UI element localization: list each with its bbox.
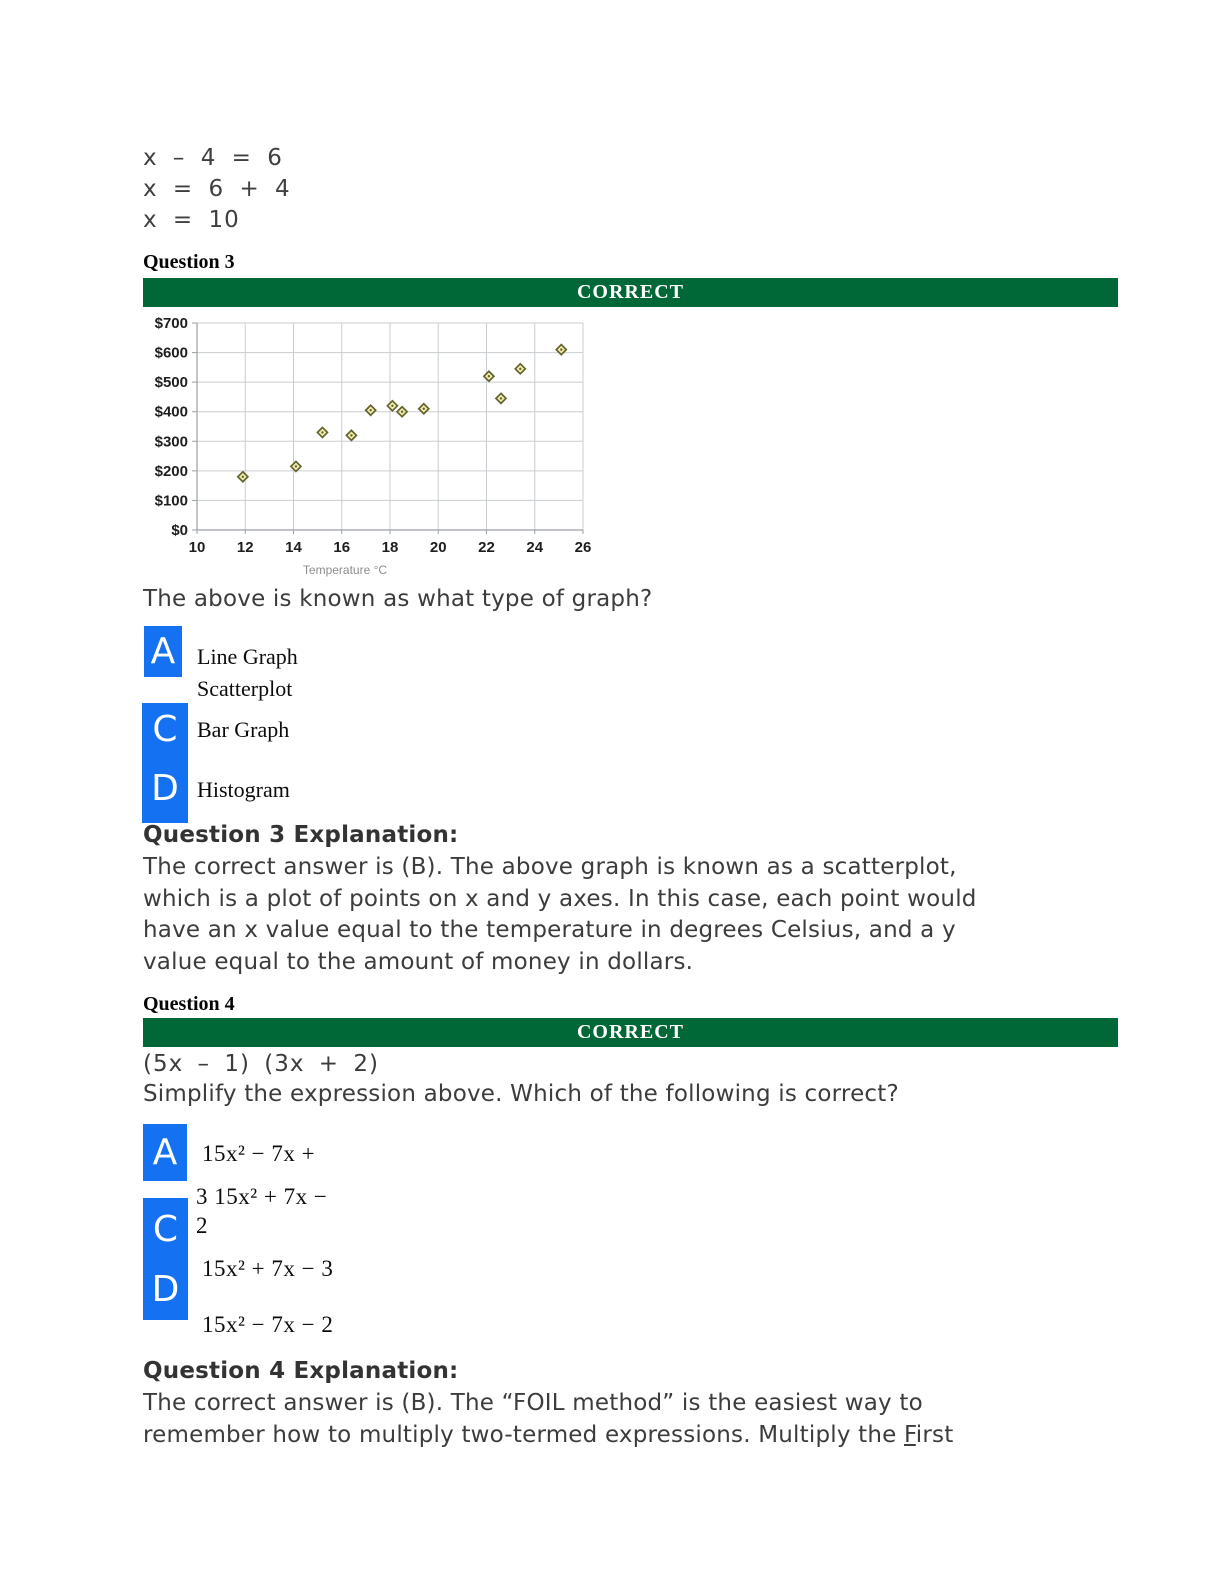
choice-a-math[interactable]: 15x² − 7x + <box>202 1141 316 1166</box>
choice-a-badge[interactable] <box>144 626 182 677</box>
explanation-line: The correct answer is (B). The above graph is known as a scatterplot, <box>143 854 957 880</box>
explanation-line: remember how to multiply two-termed expressions. Multiply the First <box>143 1421 954 1448</box>
choice-cd-badges[interactable] <box>142 703 188 823</box>
choice-b-math[interactable]: 15x² + 7x − 3 <box>202 1256 334 1281</box>
svg-text:$200: $200 <box>154 462 188 480</box>
svg-text:12: 12 <box>236 539 254 556</box>
scatterplot-chart <box>143 310 613 588</box>
worked-solution <box>143 143 291 236</box>
explanation-line: value equal to the amount of money in dollars. <box>143 948 694 975</box>
choice-cd-badges[interactable] <box>143 1198 188 1320</box>
explanation-line: which is a plot of points on x and y axes. In this case, each point would <box>143 885 977 912</box>
choice-a-label[interactable]: Line Graph <box>197 644 298 669</box>
foil-first-underline: F <box>904 1421 916 1448</box>
svg-text:26: 26 <box>574 539 592 556</box>
status-correct-label: CORRECT <box>576 1021 684 1043</box>
question-4-explanation-title: Question 4 Explanation: <box>143 1358 459 1384</box>
question-4-status-bar <box>143 1018 1118 1047</box>
question-4-expression: (5x – 1) (3x + 2) <box>143 1051 379 1077</box>
question-4-title: Question 4 <box>143 993 235 1015</box>
choice-wrap-math[interactable]: 3 15x² + 7x − <box>196 1184 328 1209</box>
choice-c-letter[interactable]: C <box>152 1209 179 1250</box>
choice-d-math[interactable]: 15x² − 7x − 2 <box>202 1312 334 1337</box>
question-3-explanation-title: Question 3 Explanation: <box>143 822 459 848</box>
status-correct-label: CORRECT <box>576 281 684 303</box>
svg-text:$300: $300 <box>154 433 188 451</box>
svg-text:$500: $500 <box>154 374 188 392</box>
question-3-explanation <box>143 852 1103 978</box>
choice-c-letter[interactable]: C <box>152 709 178 750</box>
work-line: x – 4 = 6 <box>143 145 283 171</box>
choice-b-label[interactable]: Scatterplot <box>197 676 293 701</box>
svg-text:$100: $100 <box>154 492 188 510</box>
svg-text:20: 20 <box>429 539 447 556</box>
scatterplot-svg <box>143 310 613 588</box>
question-3-title: Question 3 <box>143 251 235 273</box>
question-4-text: Simplify the expression above. Which of the following is correct? <box>143 1081 899 1107</box>
choice-a-letter: A <box>152 1131 178 1173</box>
svg-text:10: 10 <box>188 539 206 556</box>
choice-c-math[interactable]: 2 <box>196 1213 208 1238</box>
choice-d-label[interactable]: Histogram <box>197 777 290 802</box>
question-3-status-bar <box>143 278 1118 307</box>
svg-text:Temperature °C: Temperature °C <box>302 563 388 577</box>
question-3-text: The above is known as what type of graph? <box>143 586 653 612</box>
svg-text:14: 14 <box>285 539 302 556</box>
choice-a-badge[interactable] <box>143 1124 187 1181</box>
choice-d-letter[interactable]: D <box>151 768 179 809</box>
svg-text:22: 22 <box>478 539 495 556</box>
explanation-line: The correct answer is (B). The “FOIL method” is the easiest way to <box>143 1390 923 1416</box>
svg-text:$0: $0 <box>171 522 188 539</box>
svg-text:18: 18 <box>381 539 399 556</box>
svg-text:16: 16 <box>333 539 351 556</box>
question-4-explanation <box>143 1388 1103 1451</box>
work-line: x = 6 + 4 <box>143 176 291 202</box>
work-line: x = 10 <box>143 207 240 233</box>
svg-text:$400: $400 <box>154 403 188 421</box>
svg-text:$700: $700 <box>154 315 188 332</box>
svg-text:$600: $600 <box>154 344 188 362</box>
choice-c-label[interactable]: Bar Graph <box>197 717 290 742</box>
choice-a-letter: A <box>150 630 176 672</box>
svg-text:24: 24 <box>526 539 544 556</box>
choice-d-letter[interactable]: D <box>151 1269 180 1310</box>
explanation-line: have an x value equal to the temperature in degrees Celsius, and a y <box>143 917 956 943</box>
